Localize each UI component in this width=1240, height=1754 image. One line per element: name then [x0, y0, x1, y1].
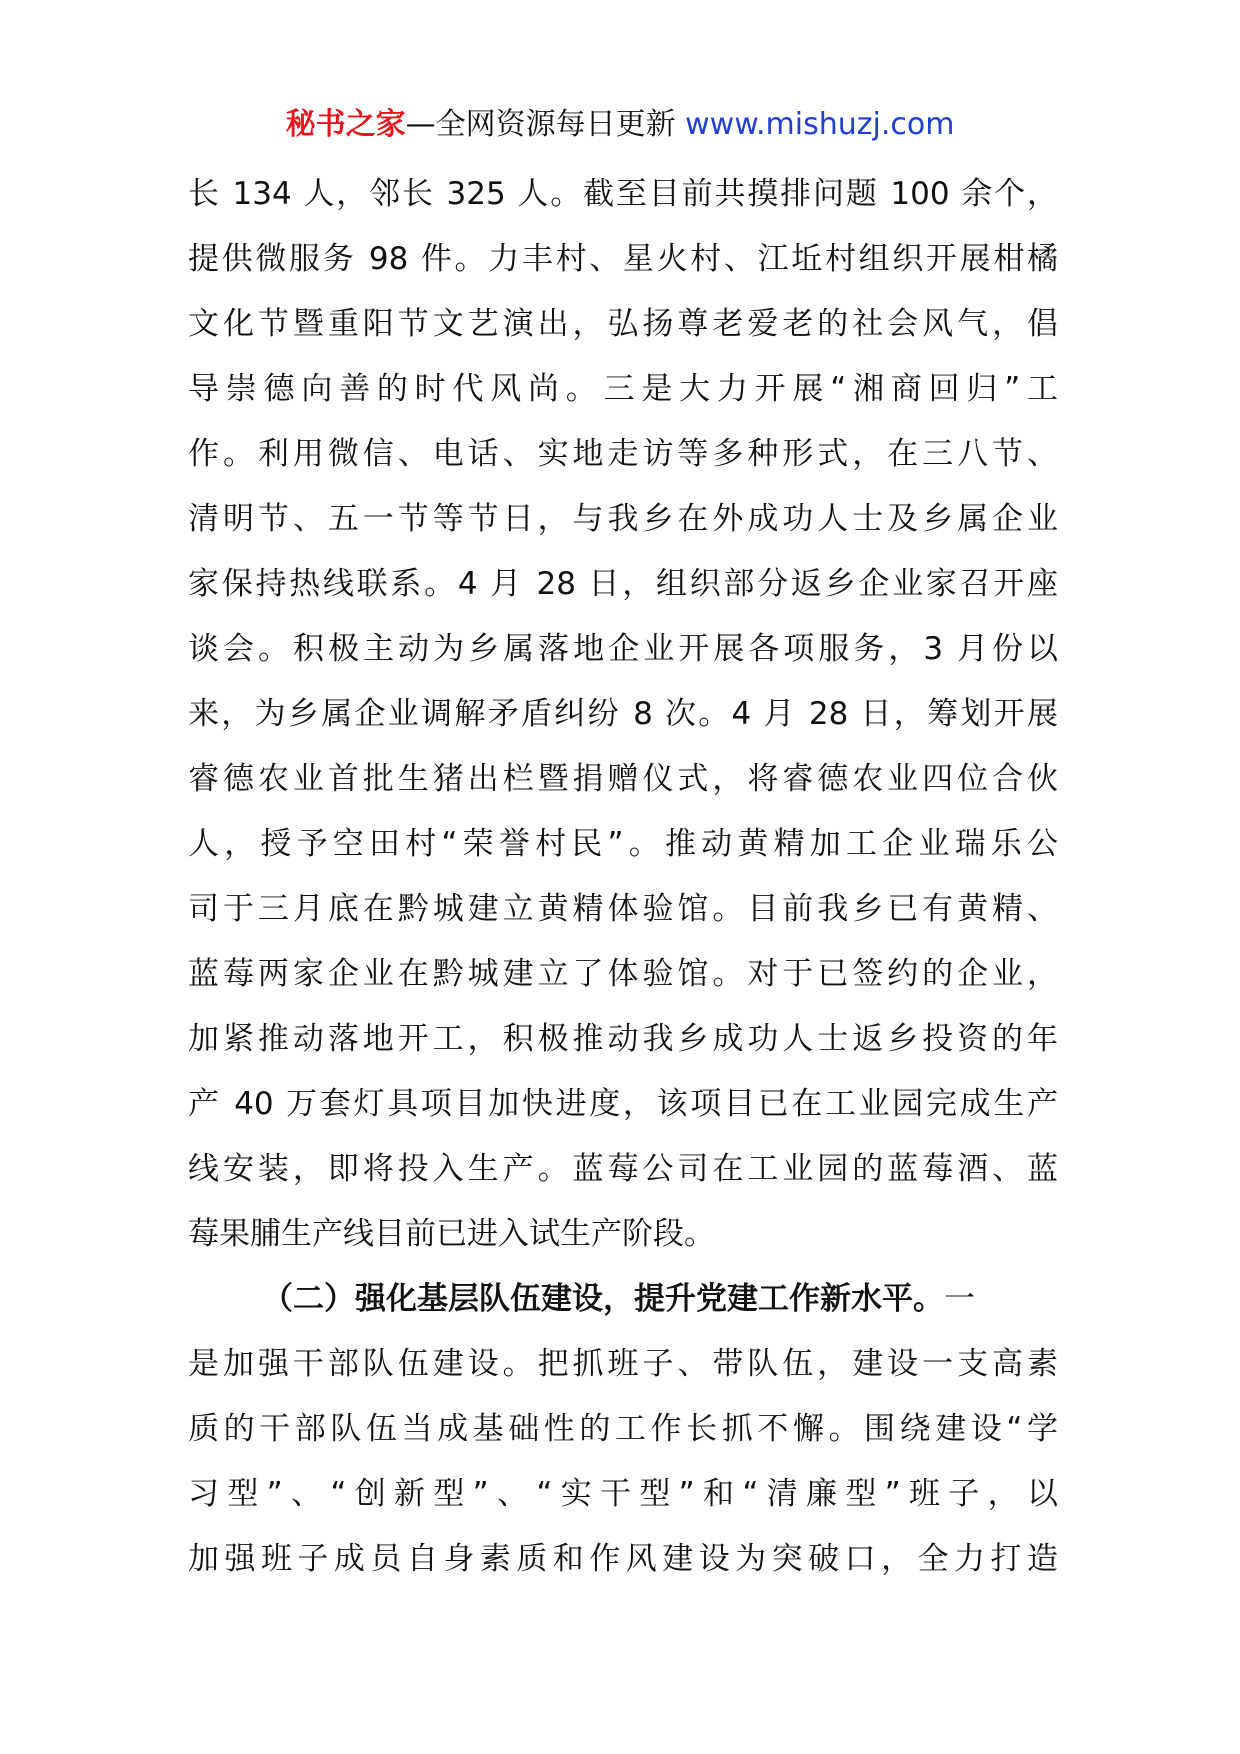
paragraph-line: 清明节、五一节等节日，与我乡在外成功人士及乡属企业: [188, 501, 1058, 537]
site-tagline: —全网资源每日更新: [405, 107, 686, 142]
paragraph-line: 作。利用微信、电话、实地走访等多种形式，在三八节、: [188, 436, 1058, 472]
paragraph-line: 蓝莓两家企业在黔城建立了体验馆。对于已签约的企业，: [188, 956, 1058, 992]
paragraph-line: 加紧推动落地开工，积极推动我乡成功人士返乡投资的年: [188, 1021, 1058, 1057]
site-url[interactable]: www.mishuzj.com: [685, 107, 955, 142]
paragraph-line: 谈会。积极主动为乡属落地企业开展各项服务，3 月份以: [188, 631, 1058, 667]
section-heading: （二）强化基层队伍建设，提升党建工作新水平。: [262, 1281, 944, 1317]
section-heading-tail: 一: [944, 1281, 975, 1317]
paragraph-line: 习型”、“创新型”、“实干型”和“清廉型”班子，以: [188, 1476, 1058, 1512]
paragraph-line: 质的干部队伍当成基础性的工作长抓不懈。围绕建设“学: [188, 1411, 1058, 1447]
site-brand: 秘书之家: [285, 107, 406, 142]
document-body: [188, 162, 1058, 1592]
paragraph-line: 线安装，即将投入生产。蓝莓公司在工业园的蓝莓酒、蓝: [188, 1151, 1058, 1187]
paragraph-line: 莓果脯生产线目前已进入试生产阶段。: [188, 1216, 715, 1252]
paragraph-line: 家保持热线联系。4 月 28 日，组织部分返乡企业家召开座: [188, 566, 1058, 602]
paragraph-line: 导崇德向善的时代风尚。三是大力开展“湘商回归”工: [188, 371, 1058, 407]
paragraph-line: 是加强干部队伍建设。把抓班子、带队伍，建设一支高素: [188, 1346, 1058, 1382]
paragraph-line: 产 40 万套灯具项目加快进度，该项目已在工业园完成生产: [188, 1086, 1058, 1122]
paragraph-line: 加强班子成员自身素质和作风建设为突破口，全力打造: [188, 1541, 1058, 1577]
paragraph-line: 提供微服务 98 件。力丰村、星火村、江坵村组织开展柑橘: [188, 241, 1058, 277]
paragraph-line: 来，为乡属企业调解矛盾纠纷 8 次。4 月 28 日，筹划开展: [188, 696, 1058, 732]
page-header: [0, 100, 1240, 150]
paragraph-line: 长 134 人，邻长 325 人。截至目前共摸排问题 100 余个，: [188, 176, 1058, 212]
paragraph-line: 司于三月底在黔城建立黄精体验馆。目前我乡已有黄精、: [188, 891, 1058, 927]
paragraph-line: 人，授予空田村“荣誉村民”。推动黄精加工企业瑞乐公: [188, 826, 1058, 862]
paragraph-line: 文化节暨重阳节文艺演出，弘扬尊老爱老的社会风气，倡: [188, 306, 1058, 342]
section-heading-line: [188, 1267, 1058, 1332]
paragraph-line: 睿德农业首批生猪出栏暨捐赠仪式，将睿德农业四位合伙: [188, 761, 1058, 797]
